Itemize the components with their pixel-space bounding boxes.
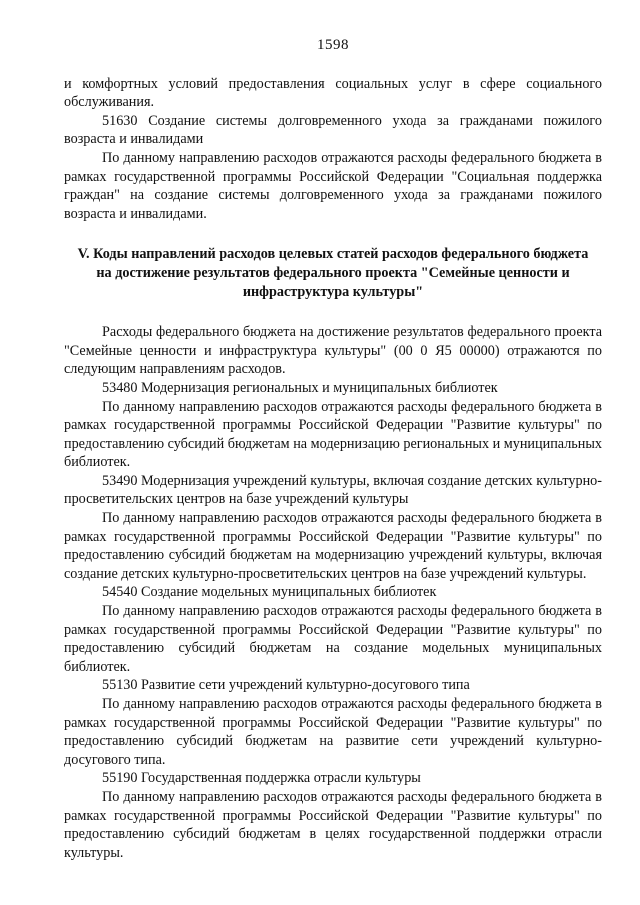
code-title-55130: 55130 Развитие сети учреждений культурно-досугового типа [102, 677, 470, 694]
document-page [64, 36, 602, 862]
code-description-51630: По данному направлению расходов отражаются расходы федерального бюджета в рамках государственной программы Российской Федерации "Социальная поддержка граждан" на создание системы долговременного ухода за гражданами пожилого возраста и инвалидами. [64, 149, 602, 222]
code-title-53480: 53480 Модернизация региональных и муниципальных библиотек [102, 379, 498, 396]
code-title-51630: 51630 Создание системы долговременного ухода за гражданами пожилого возраста и инвалидами [64, 112, 602, 148]
code-description-53490: По данному направлению расходов отражаются расходы федерального бюджета в рамках государственной программы Российской Федерации "Развитие культуры" по предоставлению субсидий бюджетам на модернизацию учреждений культуры, включая создание детских культурно-просветительских центров на базе учреждений культуры. [64, 510, 602, 582]
page-number: 1598 [317, 37, 349, 53]
section-heading: V. Коды направлений расходов целевых статей расходов федерального бюджета на достижение результатов федерального проекта "Семейные ценности и инфраструктура культуры" [77, 246, 589, 300]
code-description-55190: По данному направлению расходов отражаются расходы федерального бюджета в рамках государственной программы Российской Федерации "Развитие культуры" по предоставлению субсидий бюджетам в целях государственной поддержки отрасли культуры. [64, 788, 602, 861]
code-description-55130: По данному направлению расходов отражаются расходы федерального бюджета в рамках государственной программы Российской Федерации "Развитие культуры" по предоставлению субсидий бюджетам на развитие сети учреждений культурно-досугового типа. [64, 696, 602, 768]
code-title-54540: 54540 Создание модельных муниципальных библиотек [102, 584, 437, 601]
code-title-53490: 53490 Модернизация учреждений культуры, включая создание детских культурно-просветительских центров на базе учреждений культуры [64, 472, 602, 508]
code-title-55190: 55190 Государственная поддержка отрасли культуры [102, 770, 421, 787]
code-description-53480: По данному направлению расходов отражаются расходы федерального бюджета в рамках государственной программы Российской Федерации "Развитие культуры" по предоставлению субсидий бюджетам на модернизацию региональных и муниципальных библиотек. [64, 398, 602, 471]
section-intro-paragraph: Расходы федерального бюджета на достижение результатов федерального проекта "Семейные ценности и инфраструктура культуры" (00 0 Я5 00000) отражаются по следующим направлениям расходов. [64, 324, 602, 378]
continuation-paragraph: и комфортных условий предоставления социальных услуг в сфере социального обслуживания. [64, 75, 602, 111]
code-description-54540: По данному направлению расходов отражаются расходы федерального бюджета в рамках государственной программы Российской Федерации "Развитие культуры" по предоставлению субсидий бюджетам на создание модельных муниципальных библиотек. [64, 603, 602, 675]
